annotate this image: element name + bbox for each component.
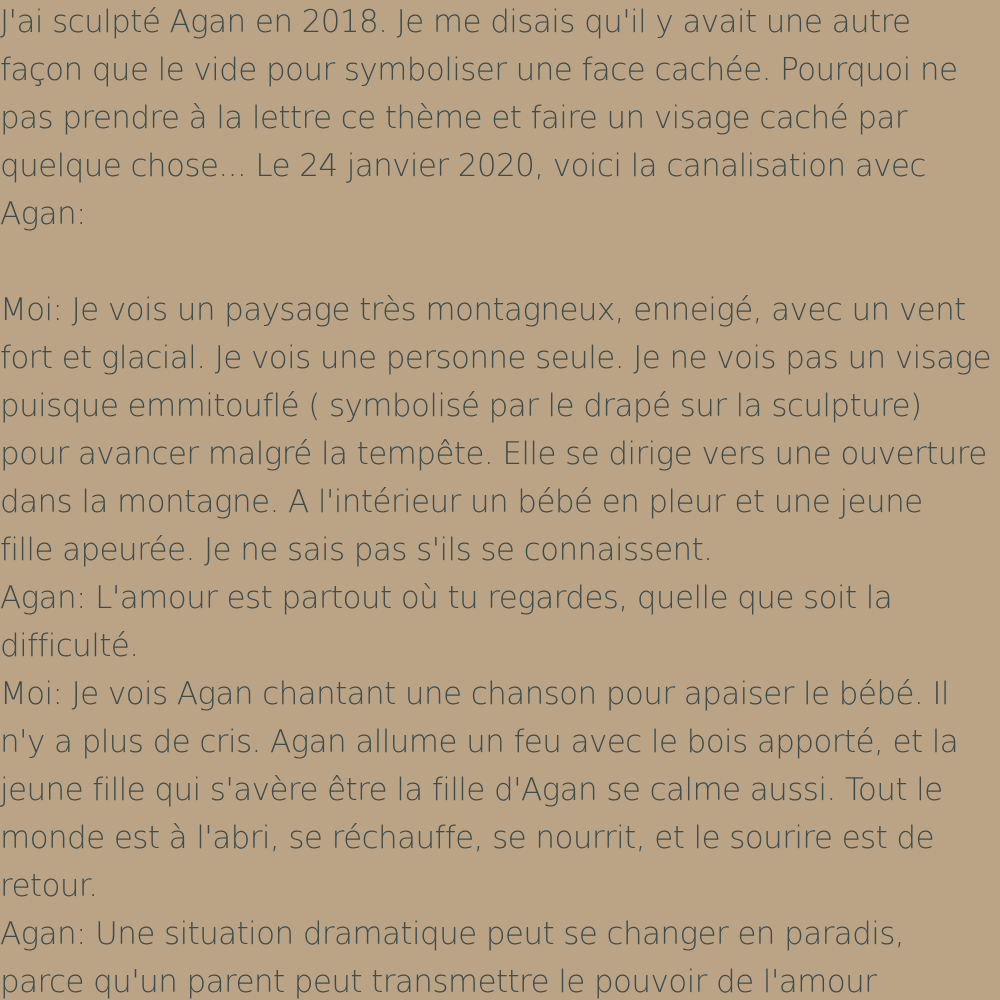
- text-line: parce qu'un parent peut transmettre le pouvoir de l'amour: [0, 964, 877, 1000]
- text-line: monde est à l'abri, se réchauffe, se nourrit, et le sourire est de: [0, 820, 934, 856]
- text-line: fort et glacial. Je vois une personne seule. Je ne vois pas un visage: [0, 340, 992, 376]
- text-line: dans la montagne. A l'intérieur un bébé en pleur et une jeune: [0, 484, 923, 520]
- text-line: jeune fille qui s'avère être la fille d'Agan se calme aussi. Tout le: [0, 772, 943, 808]
- text-line: n'y a plus de cris. Agan allume un feu avec le bois apporté, et la: [0, 724, 959, 760]
- text-line: Agan:: [0, 196, 86, 232]
- text-line: pas prendre à la lettre ce thème et faire un visage caché par: [0, 100, 907, 136]
- text-line: Agan: Une situation dramatique peut se changer en paradis,: [0, 916, 905, 952]
- text-line: retour.: [0, 868, 98, 904]
- text-line: puisque emmitouflé ( symbolisé par le drapé sur la sculpture): [0, 388, 922, 424]
- text-line: fille apeurée. Je ne sais pas s'ils se connaissent.: [0, 532, 713, 568]
- text-line: Moi: Je vois un paysage très montagneux, enneigé, avec un vent: [0, 292, 966, 328]
- text-line: façon que le vide pour symboliser une face cachée. Pourquoi ne: [0, 52, 958, 88]
- text-line: quelque chose... Le 24 janvier 2020, voici la canalisation avec: [0, 148, 926, 184]
- text-line: difficulté.: [0, 628, 139, 664]
- text-line: J'ai sculpté Agan en 2018. Je me disais qu'il y avait une autre: [0, 4, 911, 40]
- text-line: Agan: L'amour est partout où tu regardes, quelle que soit la: [0, 580, 893, 616]
- text-line: Moi: Je vois Agan chantant une chanson pour apaiser le bébé. Il: [0, 676, 949, 712]
- text-line: pour avancer malgré la tempête. Elle se dirige vers une ouverture: [0, 436, 987, 472]
